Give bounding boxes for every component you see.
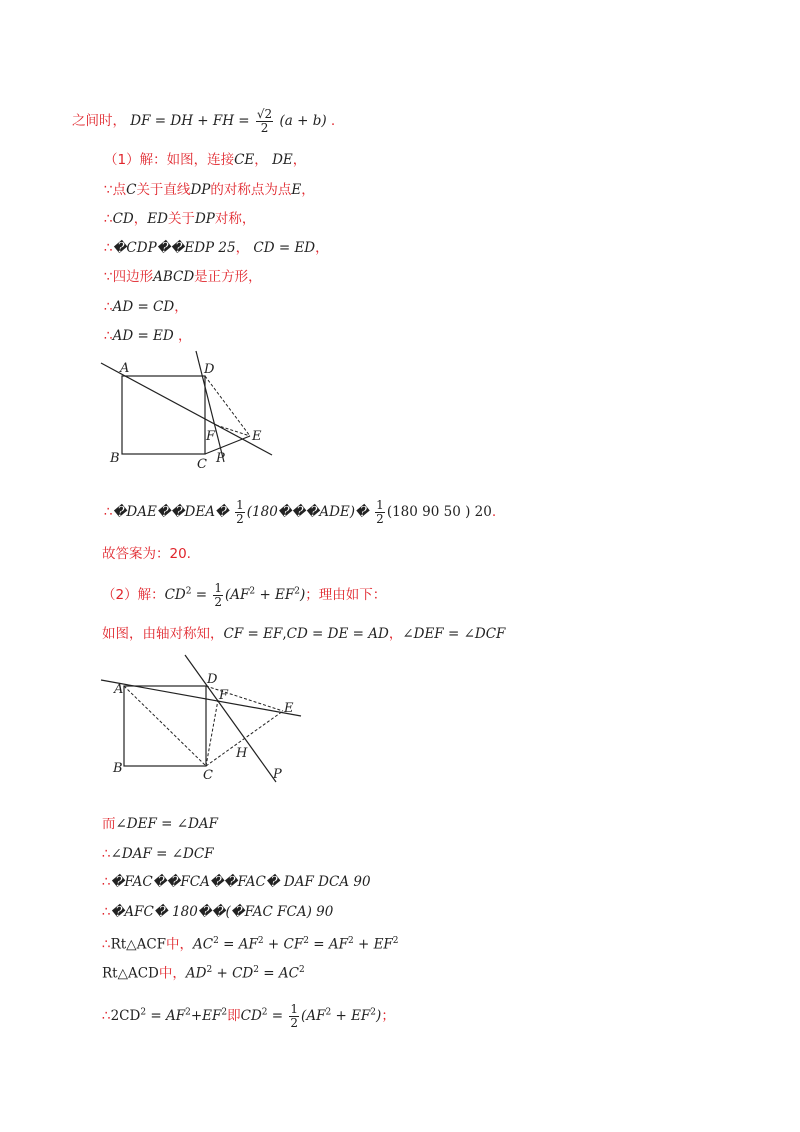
p1-l5-text: ∵四边形 bbox=[104, 269, 154, 285]
sup: 2 bbox=[325, 1007, 332, 1018]
frac-num: 1 bbox=[290, 1002, 299, 1016]
intro-den: 2 bbox=[260, 121, 269, 135]
fig1-label-p: P bbox=[216, 451, 225, 466]
sup: 2 bbox=[185, 586, 192, 597]
p1-l4-sep: ， bbox=[235, 240, 250, 256]
p2-s1-eq: ∠DEF = ∠DAF bbox=[115, 816, 219, 832]
p2-s5-af: = AF bbox=[218, 936, 258, 953]
p1-l7-eq: AD = ED bbox=[112, 328, 174, 344]
p1-l3-dp: DP bbox=[194, 211, 215, 227]
p1-l3-end: 对称， bbox=[214, 211, 256, 227]
sup: 2 bbox=[392, 936, 399, 946]
p1-l4-angles: �CDP��EDP 25 bbox=[112, 240, 236, 256]
sup: 2 bbox=[261, 1007, 268, 1018]
p2-s7-ef2: + EF bbox=[331, 1008, 371, 1024]
therefore-symbol: ∴ bbox=[102, 904, 111, 920]
p2-s1-text: 而 bbox=[102, 816, 116, 832]
answer-text: 故答案为：20. bbox=[102, 546, 191, 562]
p2-s7-frac bbox=[289, 1003, 299, 1030]
intro-text: 之间时， bbox=[72, 113, 126, 129]
p2-s7-2cd: 2CD bbox=[110, 1008, 141, 1024]
p2-s6-ad: AD bbox=[185, 965, 207, 982]
sup: 2 bbox=[206, 965, 213, 975]
because-symbol: ∵点 bbox=[104, 182, 127, 198]
p1-l2-text2: 的对称点为点 bbox=[210, 182, 292, 198]
p1-l6-end: ， bbox=[174, 299, 188, 315]
fig1-label-c: C bbox=[197, 457, 207, 472]
sup: 2 bbox=[294, 586, 301, 597]
fig2-label-f: F bbox=[219, 688, 229, 703]
sup: 2 bbox=[257, 936, 264, 946]
p1-l4-end: ， bbox=[315, 240, 329, 256]
fig1-label-b: B bbox=[110, 451, 120, 466]
p2-s7-close: ) bbox=[376, 1008, 382, 1024]
p1-de: DE bbox=[272, 152, 293, 168]
p1-l5-abcd: ABCD bbox=[153, 269, 195, 285]
p2-s7 bbox=[102, 1003, 395, 1030]
p2-s5-tri: Rt△ACF bbox=[110, 936, 167, 953]
p2-s6-text: 中， bbox=[158, 965, 186, 982]
sup: 2 bbox=[298, 965, 305, 975]
frac-den: 2 bbox=[214, 595, 223, 609]
p1-l2-c: C bbox=[126, 182, 137, 198]
frac-den: 2 bbox=[236, 512, 244, 526]
p2-h-label: （2）解： bbox=[102, 587, 165, 603]
p2-s7-eq: = bbox=[267, 1008, 288, 1024]
fig2-label-b: B bbox=[113, 761, 123, 776]
p2-s7-end: ； bbox=[381, 1008, 395, 1024]
sup: 2 bbox=[185, 1007, 191, 1018]
intro-sqrt2: √2 bbox=[256, 107, 273, 121]
p1-l2-e: E bbox=[291, 182, 302, 198]
p2-s6-cd: + CD bbox=[212, 965, 254, 982]
p1-l4-eq: CD = ED bbox=[253, 240, 316, 256]
fig1-label-d: D bbox=[204, 362, 215, 377]
therefore-symbol: ∴ bbox=[102, 874, 111, 890]
p2-s5-af2: = AF bbox=[308, 936, 348, 953]
p1-l2-end: ， bbox=[301, 182, 315, 198]
p2-h-af: (AF bbox=[225, 587, 250, 603]
p2-h-close: ) bbox=[300, 587, 306, 603]
fig2-label-h: H bbox=[236, 746, 248, 761]
p1-l8-angles: �DAE��DEA� bbox=[112, 504, 229, 520]
p1-sep: ， bbox=[254, 152, 268, 168]
p2-h-reason: ；理由如下： bbox=[305, 587, 387, 603]
therefore-symbol: ∴ bbox=[104, 504, 113, 520]
p2-s4 bbox=[102, 903, 333, 921]
therefore-symbol: ∴ bbox=[104, 328, 113, 344]
p2-r-angle: ∠DEF = ∠DCF bbox=[402, 626, 506, 642]
p2-s5-cf: + CF bbox=[263, 936, 304, 953]
intro-tail: (a + b) bbox=[279, 113, 327, 129]
p1-l6-eq: AD = CD bbox=[112, 299, 175, 315]
fig2-label-e: E bbox=[284, 701, 294, 716]
p1-comma: ， bbox=[292, 152, 307, 168]
p2-s5-ef: + EF bbox=[353, 936, 393, 953]
p2-s6 bbox=[102, 961, 305, 983]
intro-formula: DF = DH + FH = bbox=[130, 113, 254, 129]
p1-l8-calc: (180 90 50 ) 20 bbox=[386, 504, 492, 520]
p1-l2-dp: DP bbox=[190, 182, 211, 198]
sup: 2 bbox=[370, 1007, 377, 1018]
p2-s3 bbox=[102, 873, 371, 891]
p2-s7-ef: +EF bbox=[190, 1008, 222, 1024]
sup: 2 bbox=[303, 936, 309, 946]
p2-s2-eq: ∠DAF = ∠DCF bbox=[110, 846, 214, 862]
p1-l8-end: . bbox=[491, 504, 497, 520]
p2-s5 bbox=[102, 932, 399, 954]
p2-r-cf: CF = EF bbox=[223, 626, 283, 642]
p2-s1 bbox=[102, 815, 218, 833]
p2-r-sep: , bbox=[282, 626, 287, 642]
p2-h-eq: = bbox=[191, 587, 212, 603]
p2-s7-af: = AF bbox=[146, 1008, 186, 1024]
p1-l3-sep: ， bbox=[133, 211, 148, 227]
therefore-symbol: ∴ bbox=[102, 936, 111, 953]
fig1-label-e: E bbox=[252, 429, 262, 444]
therefore-symbol: ∴ bbox=[102, 846, 111, 862]
p2-s3-eq: �FAC��FCA��FAC� DAF DCA 90 bbox=[110, 874, 371, 890]
fig2-line-dp bbox=[185, 655, 276, 782]
p1-l3-ed: ED bbox=[147, 211, 168, 227]
p1-l3-cd: CD bbox=[112, 211, 134, 227]
sup: 2 bbox=[249, 586, 256, 597]
sup: 2 bbox=[213, 936, 219, 946]
p1-head: （1）解：如图，连接 bbox=[104, 152, 235, 168]
p2-r-sep2: ， bbox=[388, 626, 403, 642]
p2-s4-eq: �AFC� 180��(�FAC FCA) 90 bbox=[110, 904, 334, 920]
intro-end: . bbox=[330, 113, 336, 129]
p1-l3-text: 关于 bbox=[167, 211, 195, 227]
sup: 2 bbox=[221, 1007, 228, 1018]
frac-num: 1 bbox=[236, 498, 244, 512]
p2-s7-af2: (AF bbox=[301, 1008, 326, 1024]
p2-s7-ji: 即 bbox=[227, 1008, 241, 1024]
p2-h-cd: CD bbox=[164, 587, 186, 603]
fig2-dash-ac bbox=[124, 686, 206, 766]
p1-l7-end: ， bbox=[173, 328, 192, 344]
p2-r-cd: CD = DE = AD bbox=[286, 626, 389, 642]
frac-den: 2 bbox=[376, 512, 384, 526]
p2-s5-text: 中， bbox=[166, 936, 194, 953]
sup: 2 bbox=[140, 1007, 147, 1018]
fig2-label-c: C bbox=[203, 768, 213, 783]
sup: 2 bbox=[253, 965, 259, 975]
fig2-label-p: P bbox=[273, 767, 282, 782]
frac-num: 1 bbox=[214, 581, 223, 595]
p2-s6-tri: Rt△ACD bbox=[102, 965, 159, 982]
p1-l2-text: 关于直线 bbox=[136, 182, 191, 198]
p1-l8-mid: (180���ADE)� bbox=[246, 504, 369, 520]
frac-den: 2 bbox=[290, 1016, 299, 1030]
therefore-symbol: ∴ bbox=[104, 211, 113, 227]
p2-r-text: 如图，由轴对称知， bbox=[102, 626, 224, 642]
therefore-symbol: ∴ bbox=[102, 1008, 111, 1024]
p2-s7-cd: CD bbox=[240, 1008, 262, 1024]
p2-s2 bbox=[102, 845, 214, 863]
frac-num: 1 bbox=[376, 498, 384, 512]
p1-ce: CE bbox=[234, 152, 255, 168]
therefore-symbol: ∴ bbox=[104, 299, 113, 315]
fig2-dash-de bbox=[206, 686, 283, 711]
fig2-label-d: D bbox=[207, 672, 218, 687]
therefore-symbol: ∴ bbox=[104, 240, 113, 256]
fig2-dash-cf bbox=[206, 700, 218, 766]
fig1-label-a: A bbox=[120, 361, 130, 376]
fig1-label-f: F bbox=[206, 429, 216, 444]
sup: 2 bbox=[347, 936, 354, 946]
p2-s5-ac: AC bbox=[193, 936, 214, 953]
p2-s6-ac: = AC bbox=[258, 965, 299, 982]
p2-h-ef: + EF bbox=[255, 587, 295, 603]
fig2-label-a: A bbox=[114, 682, 124, 697]
p1-l5-end: 是正方形， bbox=[194, 269, 262, 285]
